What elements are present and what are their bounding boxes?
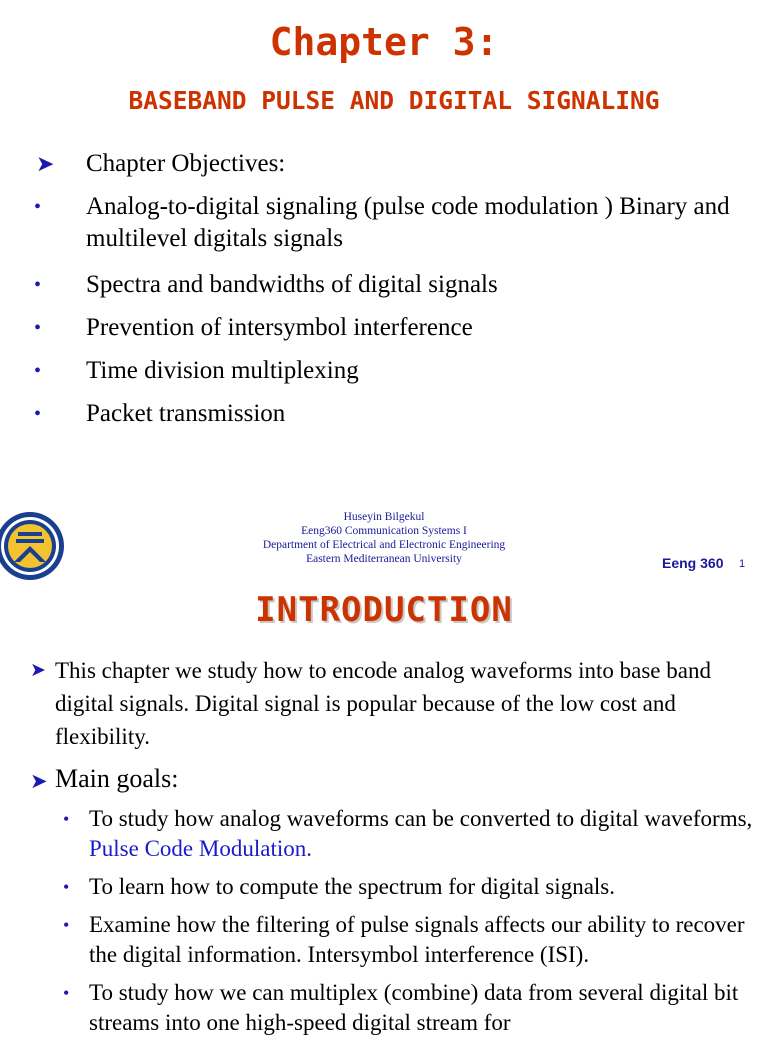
objectives-heading: Chapter Objectives: <box>86 150 286 177</box>
goal-text: To study how analog waveforms can be converted to digital waveforms, <box>89 806 753 831</box>
list-item <box>0 312 768 355</box>
list-item <box>0 269 768 312</box>
footer-department: Department of Electrical and Electronic Engineering <box>262 539 506 551</box>
page-number: 1 <box>739 558 746 570</box>
chapter-title: Chapter 3: <box>269 20 499 64</box>
objective-text: Spectra and bandwidths of digital signals <box>86 271 498 298</box>
dot-bullet-icon: • <box>63 915 70 935</box>
footer-author: Huseyin Bilgekul <box>343 511 425 523</box>
slide-2 <box>0 582 768 1035</box>
objective-text: Analog-to-digital signaling (pulse code modulation ) Binary and multilevel digitals signals <box>86 193 730 252</box>
list-item <box>0 398 768 441</box>
dot-bullet-icon: • <box>34 196 42 218</box>
arrow-bullet-icon: ➤ <box>30 660 46 681</box>
dot-bullet-icon: • <box>63 983 70 1003</box>
dot-bullet-icon: • <box>63 809 70 829</box>
goal-text: To learn how to compute the spectrum for digital signals. <box>89 874 615 899</box>
list-item <box>0 978 768 1038</box>
list-item <box>0 804 768 864</box>
arrow-bullet-icon: ➤ <box>36 151 55 176</box>
objective-text: Packet transmission <box>86 400 286 427</box>
dot-bullet-icon: • <box>34 274 42 296</box>
dot-bullet-icon: • <box>34 360 42 382</box>
footer-university: Eastern Mediterranean University <box>306 553 462 565</box>
intro-text: This chapter we study how to encode analog waveforms into base band digital signals. Digital signal is popular because of the low cost and flexibility. <box>55 658 711 749</box>
list-item <box>0 910 768 970</box>
dot-bullet-icon: • <box>63 877 70 897</box>
chapter-subtitle: BASEBAND PULSE AND DIGITAL SIGNALING <box>128 86 660 115</box>
goal-text: To study how we can multiplex (combine) data from several digital bit streams into one high-speed digital stream for <box>89 980 739 1035</box>
objective-text: Time division multiplexing <box>86 357 359 384</box>
objectives-heading-row <box>0 148 768 191</box>
objective-text: Prevention of intersymbol interference <box>86 314 473 341</box>
objectives-list <box>0 148 768 441</box>
list-item <box>0 872 768 902</box>
introduction-title: INTRODUCTION <box>255 590 513 630</box>
goals-list <box>0 804 768 1046</box>
slide-footer <box>0 510 768 566</box>
goal-text: Examine how the filtering of pulse signals affects our ability to recover the digital information. Intersymbol interference (ISI). <box>89 912 745 967</box>
course-label: Eeng 360 <box>662 555 724 571</box>
dot-bullet-icon: • <box>34 403 42 425</box>
list-item <box>0 191 768 269</box>
footer-course: Eeng360 Communication Systems I <box>301 525 467 537</box>
list-item <box>0 355 768 398</box>
pcm-link[interactable]: Pulse Code Modulation. <box>89 836 312 861</box>
arrow-bullet-icon: ➤ <box>30 769 48 793</box>
dot-bullet-icon: • <box>34 317 42 339</box>
goals-heading: Main goals: <box>55 764 179 793</box>
